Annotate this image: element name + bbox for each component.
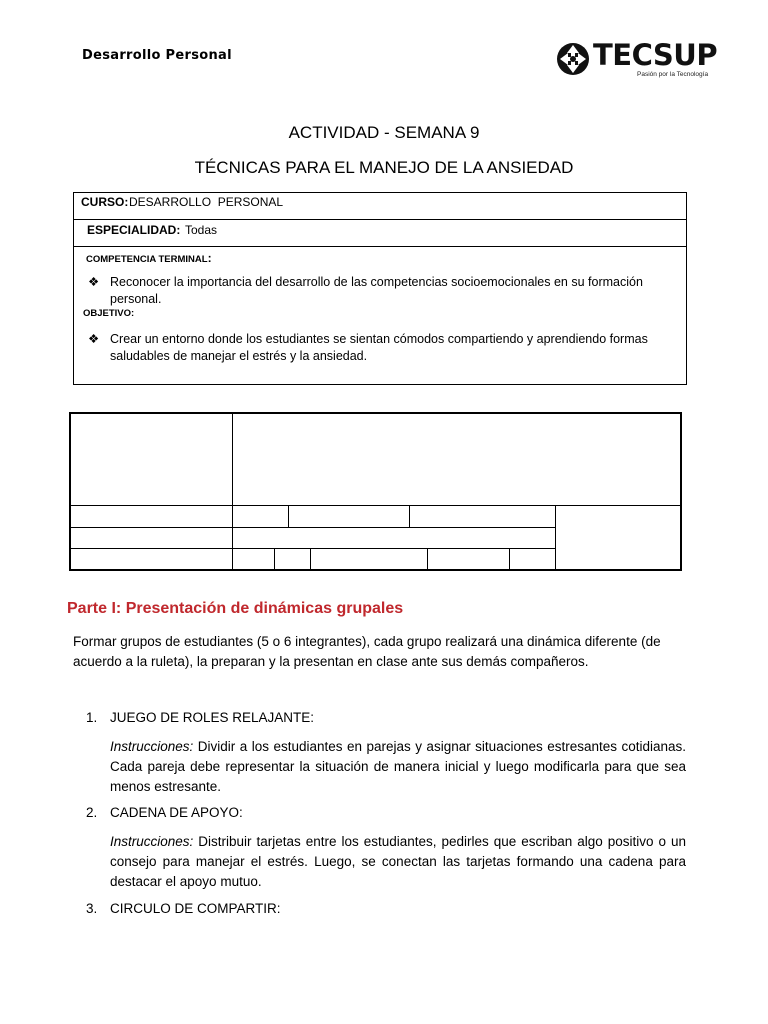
objetivo-text: Crear un entorno donde los estudiantes se sientan cómodos compartiendo y aprendiendo formas saludables de manejar el estrés y la ansiedad.	[110, 332, 648, 363]
logo-wordmark: TECSUP	[593, 38, 718, 72]
item-instructions	[110, 832, 686, 892]
diamond-bullet-icon: ❖	[88, 332, 100, 346]
tecsup-emblem-icon	[555, 40, 591, 78]
list-item	[86, 805, 243, 820]
item-title: CIRCULO DE COMPARTIR:	[110, 901, 281, 916]
curso-label: CURSO:	[81, 195, 129, 209]
instructions-text: Distribuir tarjetas entre los estudiantes, pedirles que escriban algo positivo o un consejo para manejar el estrés. Luego, se conectan las tarjetas formando una cadena para destacar el apoyo mutuo.	[110, 834, 686, 889]
item-title: JUEGO DE ROLES RELAJANTE:	[110, 710, 315, 725]
item-instructions	[110, 737, 686, 797]
item-number: 3.	[86, 901, 98, 916]
table-border	[427, 548, 428, 571]
curso-row	[74, 193, 686, 220]
list-item	[86, 710, 314, 725]
instructions-label: Instrucciones:	[110, 739, 194, 754]
table-border	[69, 505, 682, 506]
tecsup-logo	[553, 38, 718, 84]
part1-intro: Formar grupos de estudiantes (5 o 6 integrantes), cada grupo realizará una dinámica diferente (de acuerdo a la ruleta), la preparan y la presentan en clase ante sus demás compañeros.	[73, 634, 661, 669]
competencia-text: Reconocer la importancia del desarrollo de las competencias socioemocionales en su formación personal.	[110, 275, 643, 306]
part1-heading: Parte I: Presentación de dinámicas grupales	[67, 600, 404, 617]
diamond-bullet-icon: ❖	[88, 275, 100, 289]
item-title: CADENA DE APOYO:	[110, 805, 243, 820]
table-border	[509, 548, 510, 571]
table-border	[274, 548, 275, 571]
competencia-label-text: COMPETENCIA TERMINAL	[86, 254, 208, 265]
table-border	[409, 505, 410, 527]
course-info-table	[73, 192, 687, 385]
table-border	[310, 548, 311, 571]
table-border	[69, 548, 556, 549]
table-border	[288, 505, 289, 527]
list-item	[86, 901, 281, 916]
objetivo-label: OBJETIVO:	[83, 308, 135, 319]
instructions-text: Dividir a los estudiantes en parejas y asignar situaciones estresantes cotidianas. Cada pareja debe representar la situación de manera inicial y luego modificarla para que sea menos estresante.	[110, 739, 686, 794]
especialidad-label: ESPECIALIDAD:	[87, 223, 181, 237]
table-border	[69, 527, 556, 528]
table-border	[69, 412, 682, 414]
table-border	[555, 505, 556, 571]
especialidad-row	[74, 220, 686, 247]
table-border	[69, 569, 682, 571]
item-number: 2.	[86, 805, 98, 820]
activity-title: ACTIVIDAD - SEMANA 9	[288, 123, 480, 142]
course-header-label: Desarrollo Personal	[82, 48, 232, 63]
competencia-colon: :	[207, 251, 212, 265]
competencia-label	[86, 251, 212, 265]
item-number: 1.	[86, 710, 98, 725]
especialidad-value: Todas	[185, 223, 218, 237]
topic-title: TÉCNICAS PARA EL MANEJO DE LA ANSIEDAD	[194, 158, 574, 177]
instructions-label: Instrucciones:	[110, 834, 194, 849]
curso-value: DESARROLLO PERSONAL	[129, 195, 284, 209]
table-border	[680, 412, 682, 571]
blank-data-table	[69, 412, 682, 571]
logo-tagline: Pasión por la Tecnología	[637, 71, 709, 78]
